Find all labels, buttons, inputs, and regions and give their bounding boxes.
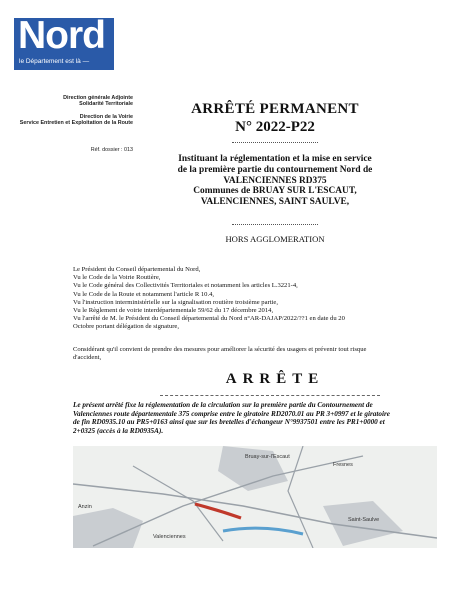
subtitle-line: VALENCIENNES RD375	[223, 175, 327, 186]
article-line: Le présent arrêté fixe la réglementation de la circulation sur la première partie du Contournement de	[73, 401, 373, 409]
visa-line: Vu l'arrêté de M. le Président du Conseil départemental du Nord n°AR-DAJAP/2022/??1 en date du 20	[73, 315, 345, 323]
considerant-line: Considérant qu'il convient de prendre des mesures pour améliorer la sécurité des usagers et prévenir tout risque	[73, 346, 367, 353]
file-reference: Réf. dossier : 013	[90, 147, 133, 153]
map-label: Valenciennes	[153, 534, 186, 540]
article-line: de fin RD0935.10 au PR5+0163 ainsi que sur les bretelles d'échangeur N°9937501 entre les PR1+0000 et	[73, 418, 385, 426]
logo-tagline: le Département est là —	[19, 58, 90, 65]
subtitle-line: de la première partie du contournement Nord de	[177, 164, 373, 175]
document-subtitle	[150, 154, 400, 208]
visas-block	[73, 266, 433, 332]
arrete-heading: ARRÊTE	[225, 371, 325, 387]
article-line: Valenciennes route départementale 375 comprise entre le giratoire RD2070.01 au PR 3+0997 et le giratoire	[73, 409, 390, 418]
visa-line: Octobre portant délégation de signature,	[73, 323, 180, 331]
dashed-separator	[160, 395, 380, 396]
article-line: 2+0325 (accès à la RD0935A).	[73, 426, 164, 435]
subtitle-line: Communes de BRUAY SUR L'ESCAUT,	[193, 186, 357, 197]
visa-line: Vu le Règlement de voirie interdépartementale 59/62 du 17 décembre 2014,	[73, 307, 274, 315]
service-line: Service Entretien et Exploitation de la Route	[19, 120, 133, 127]
service-block	[8, 95, 133, 127]
hors-agglomeration: HORS AGGLOMERATION	[225, 234, 325, 244]
map-label: Saint-Saulve	[348, 517, 380, 523]
service-line: Direction générale Adjointe	[63, 95, 133, 101]
visa-line: Le Président du Conseil départemental du Nord,	[73, 266, 201, 273]
nord-logo	[14, 14, 114, 70]
map-label: Fresnes	[333, 462, 353, 468]
visa-line: Vu le Code général des Collectivités Territoriales et notamment les articles L.3221-4,	[73, 282, 298, 290]
logo-wordmark: Nord	[18, 14, 105, 57]
service-line: Direction de la Voirie	[79, 113, 133, 120]
dotted-separator	[232, 142, 318, 143]
service-line: Solidarité Territoriale	[79, 101, 133, 108]
considerant-block	[73, 346, 433, 362]
document-number: N° 2022-P22	[235, 119, 315, 135]
dotted-separator	[232, 224, 318, 225]
document-title: ARRÊTÉ PERMANENT	[191, 101, 359, 117]
subtitle-line: VALENCIENNES, SAINT SAULVE,	[200, 197, 350, 208]
visa-line: Vu le Code de la Route et notamment l'article R 10.4,	[73, 290, 215, 298]
article-text	[73, 401, 435, 435]
map-label: Anzin	[78, 504, 92, 510]
considerant-line: d'accident,	[73, 354, 102, 362]
visa-line: Vu l'instruction interministérielle sur la signalisation routière troisième partie,	[73, 298, 278, 306]
map-label: Bruay-sur-l'Escaut	[245, 454, 290, 460]
subtitle-line: Instituant la réglementation et la mise en service	[178, 154, 372, 164]
location-map	[73, 446, 437, 548]
visa-line: Vu le Code de la Voirie Routière,	[73, 274, 161, 282]
